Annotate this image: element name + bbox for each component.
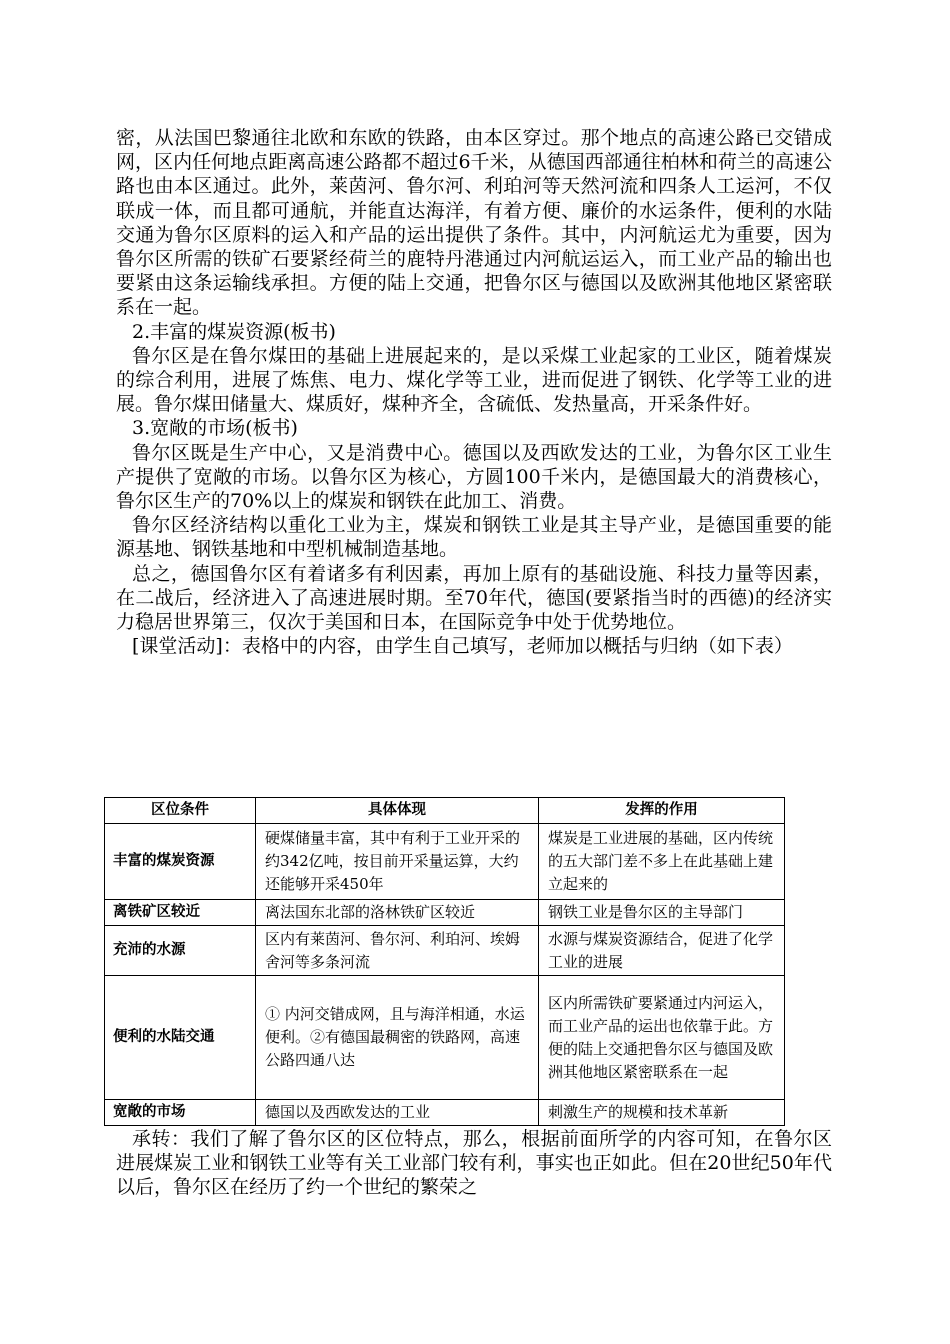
table-cell-condition: 宽敞的市场	[105, 1100, 256, 1126]
paragraph-summary: 总之，德国鲁尔区有着诸多有利因素，再加上原有的基础设施、科技力量等因素，在二战后，经济进入了高速进展时期。至70年代，德国(要紧指当时的西德)的经济实力稳居世界第三，仅次于美国和日本，在国际竞争中处于优势地位。	[116, 562, 832, 634]
table-cell-detail: 硬煤储量丰富，其中有利于工业开采的约342亿吨，按目前开采量运算，大约还能够开采450年	[256, 824, 539, 900]
document-body	[116, 126, 832, 658]
table-cell-effect: 刺激生产的规模和技术革新	[539, 1100, 785, 1126]
paragraph-class-activity: [课堂活动]：表格中的内容，由学生自己填写，老师加以概括与归纳（如下表）	[132, 635, 793, 658]
table-cell-effect: 钢铁工业是鲁尔区的主导部门	[539, 900, 785, 926]
table-cell-condition: 丰富的煤炭资源	[105, 824, 256, 900]
table-header-row	[105, 798, 785, 824]
table-row	[105, 926, 785, 976]
paragraph-market: 鲁尔区既是生产中心，又是消费中心。德国以及西欧发达的工业，为鲁尔区工业生产提供了宽敞的市场。以鲁尔区为核心，方圆100千米内，是德国最大的消费核心，鲁尔区生产的70%以上的煤炭和钢铁在此加工、消费。	[116, 441, 832, 513]
table-row	[105, 1100, 785, 1126]
location-conditions-table	[104, 797, 785, 1126]
table-cell-effect: 区内所需铁矿要紧通过内河运入，而工业产品的运出也依靠于此。方便的陆上交通把鲁尔区与德国及欧洲其他地区紧密联系在一起	[539, 976, 785, 1100]
table-cell-condition: 离铁矿区较近	[105, 900, 256, 926]
column-header: 区位条件	[105, 798, 256, 824]
table-row	[105, 900, 785, 926]
paragraph-transport: 密，从法国巴黎通往北欧和东欧的铁路，由本区穿过。那个地点的高速公路已交错成网，区内任何地点距离高速公路都不超过6千米，从德国西部通往柏林和荷兰的高速公路也由本区通过。此外，莱茵河、鲁尔河、利珀河等天然河流和四条人工运河，不仅联成一体，而且都可通航，并能直达海洋，有着方便、廉价的水运条件，便利的水陆交通为鲁尔区原料的运入和产品的运出提供了条件。其中，内河航运尤为重要，因为鲁尔区所需的铁矿石要紧经荷兰的鹿特丹港通过内河航运运入，而工业产品的输出也要紧由这条运输线承担。方便的陆上交通，把鲁尔区与德国以及欧洲其他地区紧密联系在一起。	[116, 127, 832, 319]
table-cell-detail: 离法国东北部的洛林铁矿区较近	[256, 900, 539, 926]
heading-market: 3.宽敞的市场(板书)	[132, 417, 298, 440]
table-cell-effect: 煤炭是工业进展的基础，区内传统的五大部门差不多上在此基础上建立起来的	[539, 824, 785, 900]
table-row	[105, 824, 785, 900]
table-row	[105, 976, 785, 1100]
table-cell-detail: ① 内河交错成网，且与海洋相通，水运便利。②有德国最稠密的铁路网，高速公路四通八达	[256, 976, 539, 1100]
table-cell-condition: 便利的水陆交通	[105, 976, 256, 1100]
paragraph-economy-structure: 鲁尔区经济结构以重化工业为主，煤炭和钢铁工业是其主导产业，是德国重要的能源基地、钢铁基地和中型机械制造基地。	[116, 514, 832, 561]
column-header: 具体体现	[256, 798, 539, 824]
table-cell-condition: 充沛的水源	[105, 926, 256, 976]
paragraph-transition: 承转：我们了解了鲁尔区的区位特点，那么，根据前面所学的内容可知，在鲁尔区进展煤炭工业和钢铁工业等有关工业部门较有利，事实也正如此。但在20世纪50年代以后，鲁尔区在经历了约一个世纪的繁荣之	[116, 1128, 832, 1199]
column-header: 发挥的作用	[539, 798, 785, 824]
heading-coal-resources: 2.丰富的煤炭资源(板书)	[132, 320, 336, 343]
table-cell-detail: 区内有莱茵河、鲁尔河、利珀河、埃姆舍河等多条河流	[256, 926, 539, 976]
paragraph-coal: 鲁尔区是在鲁尔煤田的基础上进展起来的，是以采煤工业起家的工业区，随着煤炭的综合利用，进展了炼焦、电力、煤化学等工业，进而促进了钢铁、化学等工业的进展。鲁尔煤田储量大、煤质好，煤种齐全，含硫低、发热量高，开采条件好。	[116, 344, 832, 416]
closing-section	[116, 1127, 832, 1200]
table-cell-detail: 德国以及西欧发达的工业	[256, 1100, 539, 1126]
table-cell-effect: 水源与煤炭资源结合，促进了化学工业的进展	[539, 926, 785, 976]
